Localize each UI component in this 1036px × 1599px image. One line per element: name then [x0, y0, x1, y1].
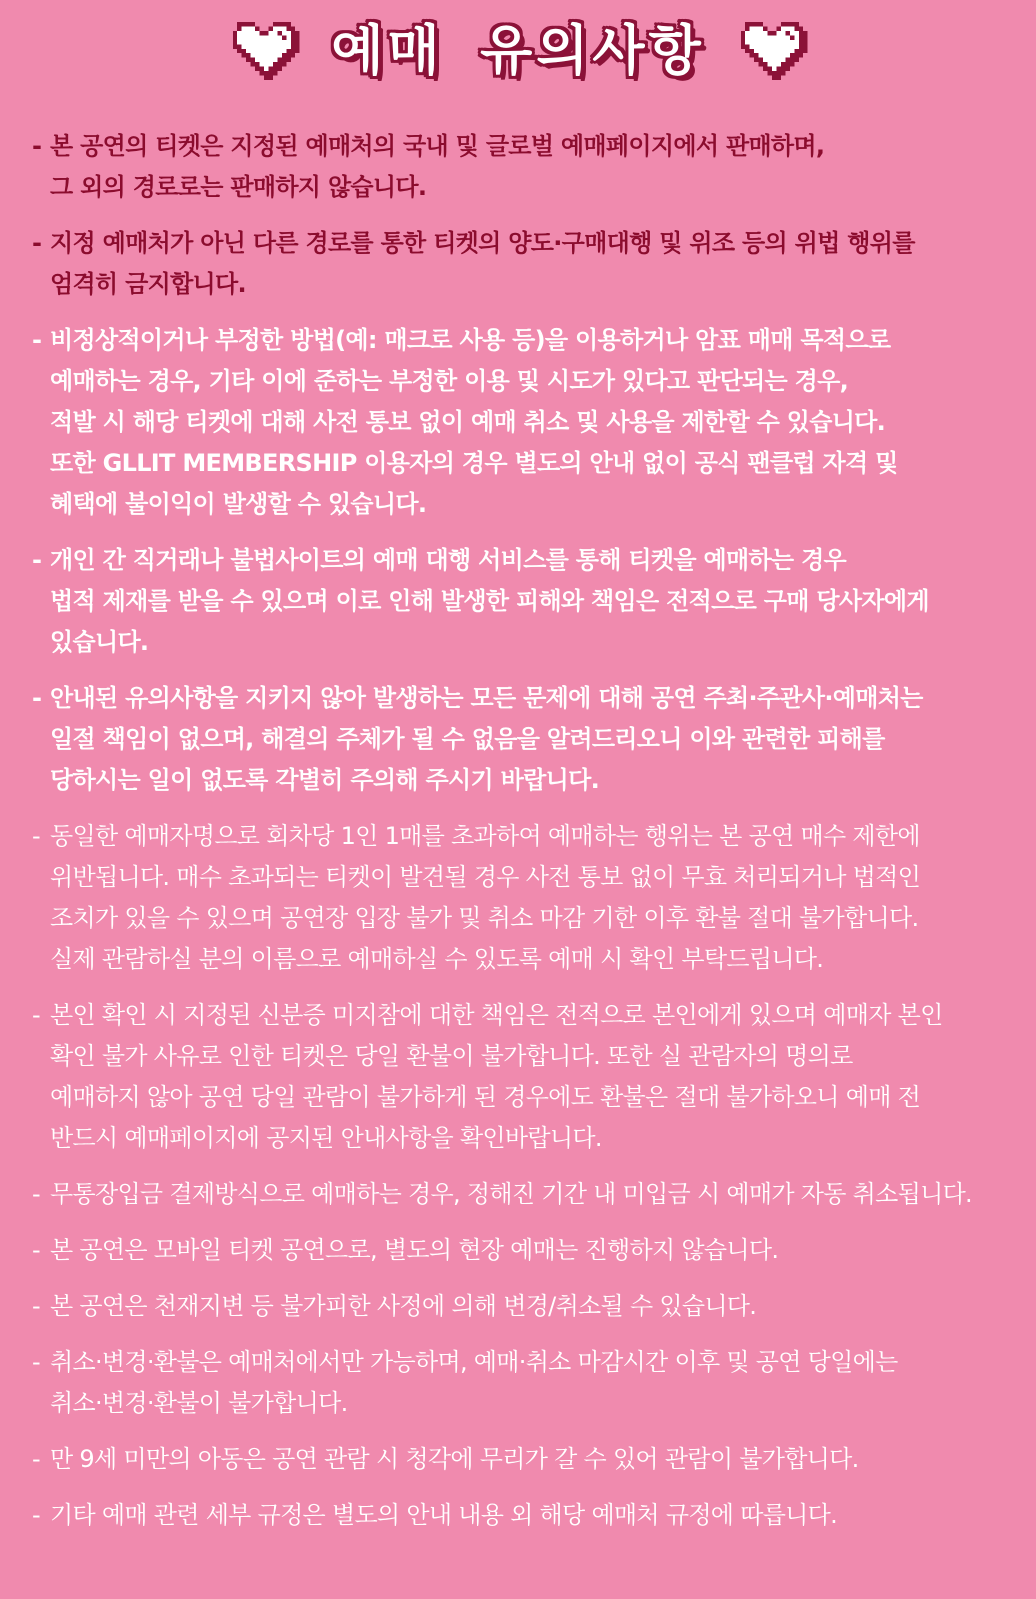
notice-line: 혜택에 불이익이 발생할 수 있습니다. — [50, 490, 427, 518]
notice-line: 무통장입금 결제방식으로 예매하는 경우, 정해진 기간 내 미입금 시 예매가 자동 취소됩니다. — [50, 1180, 972, 1208]
notice-header — [0, 16, 1036, 86]
notice-line: 비정상적이거나 부정한 방법(예: 매크로 사용 등)을 이용하거나 암표 매매 목적으로 — [50, 326, 891, 354]
bullet-dash: - — [32, 684, 42, 712]
notice-line: 취소·변경·환불은 예매처에서만 가능하며, 예매·취소 마감시간 이후 및 공연 당일에는 — [50, 1348, 898, 1376]
notice-line: 지정 예매처가 아닌 다른 경로를 통한 티켓의 양도·구매대행 및 위조 등의 위법 행위를 — [50, 229, 915, 257]
notice-line: 안내된 유의사항을 지키지 않아 발생하는 모든 문제에 대해 공연 주최·주관사·예매처는 — [50, 684, 923, 712]
notice-line: 본 공연은 모바일 티켓 공연으로, 별도의 현장 예매는 진행하지 않습니다. — [50, 1236, 779, 1264]
notice-line: 만 9세 미만의 아동은 공연 관람 시 청각에 무리가 갈 수 있어 관람이 불가합니다. — [50, 1445, 859, 1473]
notice-line: 법적 제재를 받을 수 있으며 이로 인해 발생한 피해와 책임은 전적으로 구매 당사자에게 — [50, 587, 929, 615]
notice-line: 또한 GLLIT MEMBERSHIP 이용자의 경우 별도의 안내 없이 공식 팬클럽 자격 및 — [50, 449, 898, 477]
notice-line: 예매하지 않아 공연 당일 관람이 불가하게 된 경우에도 환불은 절대 불가하오니 예매 전 — [50, 1083, 921, 1111]
bullet-dash: - — [32, 822, 40, 850]
bullet-dash: - — [32, 1236, 40, 1264]
notice-item — [32, 126, 1012, 208]
notice-item — [32, 816, 1012, 980]
bullet-dash: - — [32, 1180, 40, 1208]
notice-item — [32, 995, 1012, 1159]
notice-line: 본인 확인 시 지정된 신분증 미지참에 대한 책임은 전적으로 본인에게 있으며 예매자 본인 — [50, 1001, 943, 1029]
notice-item — [32, 1286, 1012, 1327]
pixel-heart-icon — [735, 22, 809, 80]
bullet-dash: - — [32, 1348, 40, 1376]
notice-line: 개인 간 직거래나 불법사이트의 예매 대행 서비스를 통해 티켓을 예매하는 경우 — [50, 546, 847, 574]
notice-line: 예매하는 경우, 기타 이에 준하는 부정한 이용 및 시도가 있다고 판단되는 경우, — [50, 367, 849, 395]
bullet-dash: - — [32, 132, 42, 160]
notice-item — [32, 540, 1012, 663]
bullet-dash: - — [32, 1292, 40, 1320]
notice-line: 일절 책임이 없으며, 해결의 주체가 될 수 없음을 알려드리오니 이와 관련한 피해를 — [50, 725, 885, 753]
notice-item — [32, 1230, 1012, 1271]
notice-item — [32, 1495, 1012, 1536]
bullet-dash: - — [32, 229, 42, 257]
notice-line: 본 공연의 티켓은 지정된 예매처의 국내 및 글로벌 예매페이지에서 판매하며, — [50, 132, 825, 160]
notice-item — [32, 1342, 1012, 1424]
bullet-dash: - — [32, 1501, 40, 1529]
notice-line: 본 공연은 천재지변 등 불가피한 사정에 의해 변경/취소될 수 있습니다. — [50, 1292, 757, 1320]
pixel-heart-icon — [227, 22, 301, 80]
notice-line: 반드시 예매페이지에 공지된 안내사항을 확인바랍니다. — [50, 1124, 602, 1152]
notice-item — [32, 1174, 1012, 1215]
notice-item — [32, 678, 1012, 801]
notice-line: 기타 예매 관련 세부 규정은 별도의 안내 내용 외 해당 예매처 규정에 따릅니다. — [50, 1501, 838, 1529]
notice-line: 확인 불가 사유로 인한 티켓은 당일 환불이 불가합니다. 또한 실 관람자의 명의로 — [50, 1042, 853, 1070]
notice-line: 엄격히 금지합니다. — [50, 270, 246, 298]
notice-line: 동일한 예매자명으로 회차당 1인 1매를 초과하여 예매하는 행위는 본 공연 매수 제한에 — [50, 822, 920, 850]
page-title: 예매 유의사항 — [331, 19, 705, 82]
bullet-dash: - — [32, 1001, 40, 1029]
notice-line: 조치가 있을 수 있으며 공연장 입장 불가 및 취소 마감 기한 이후 환불 절대 불가합니다. — [50, 904, 919, 932]
notice-line: 그 외의 경로로는 판매하지 않습니다. — [50, 173, 427, 201]
notice-item — [32, 1439, 1012, 1480]
notice-line: 실제 관람하실 분의 이름으로 예매하실 수 있도록 예매 시 확인 부탁드립니다. — [50, 945, 824, 973]
notice-line: 있습니다. — [50, 628, 149, 656]
notice-line: 위반됩니다. 매수 초과되는 티켓이 발견될 경우 사전 통보 없이 무효 처리되거나 법적인 — [50, 863, 921, 891]
bullet-dash: - — [32, 1445, 40, 1473]
notice-line: 적발 시 해당 티켓에 대해 사전 통보 없이 예매 취소 및 사용을 제한할 수 있습니다. — [50, 408, 886, 436]
notice-list — [32, 126, 1012, 1551]
notice-item — [32, 223, 1012, 305]
notice-line: 당하시는 일이 없도록 각별히 주의해 주시기 바랍니다. — [50, 766, 599, 794]
bullet-dash: - — [32, 546, 42, 574]
notice-line: 취소·변경·환불이 불가합니다. — [50, 1389, 348, 1417]
bullet-dash: - — [32, 326, 42, 354]
notice-item — [32, 320, 1012, 525]
